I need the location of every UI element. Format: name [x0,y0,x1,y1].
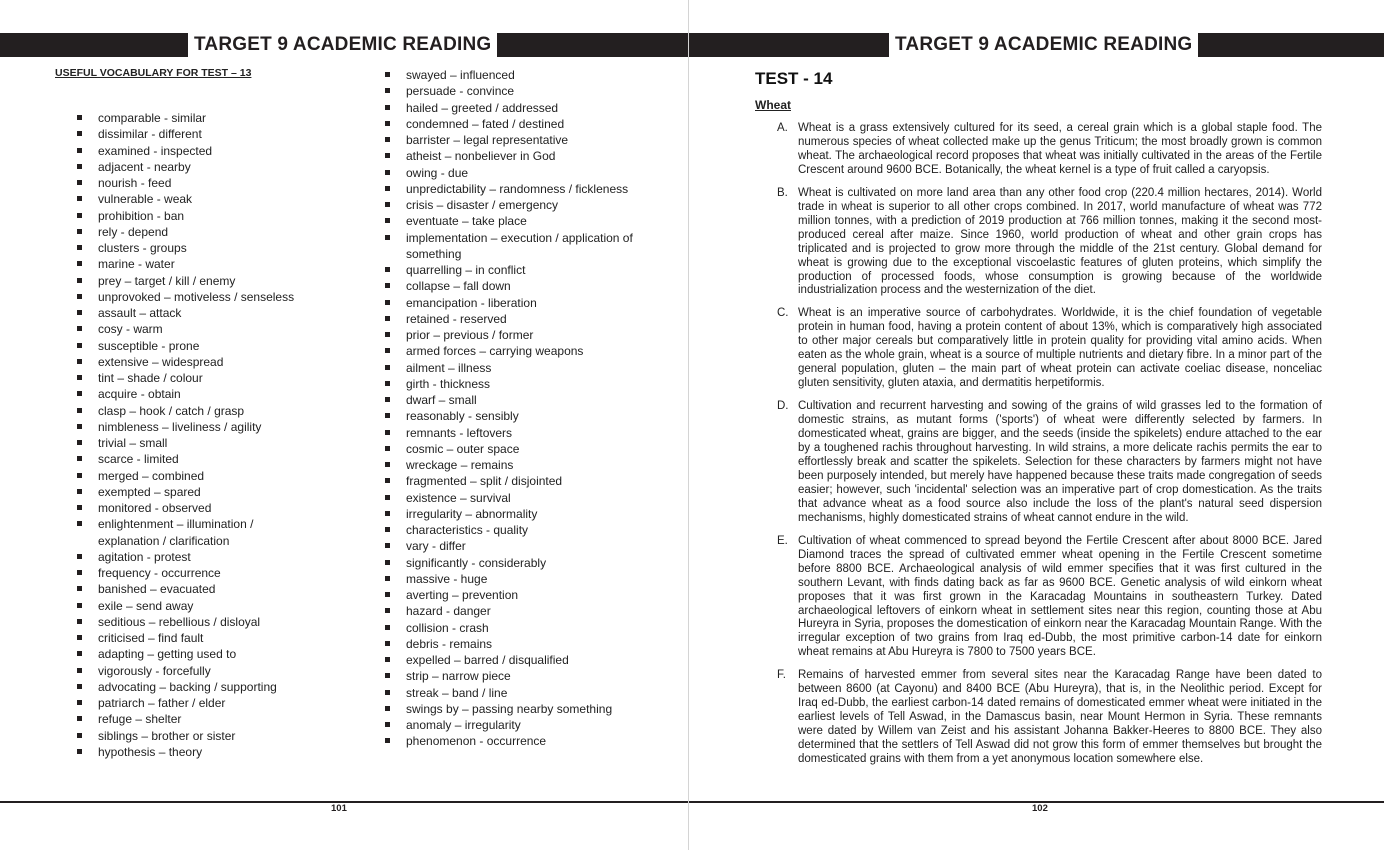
vocab-item: rely - depend [76,224,311,240]
vocab-item: implementation – execution / application of something [384,230,644,263]
vocab-item: adapting – getting used to [76,646,311,662]
paragraph-text: Wheat is an imperative source of carbohydrates. Worldwide, it is the chief foundation of vegetable protein in human food, having a protein content of about 13%, which is comparatively high associated to other major cereals but comparatively little in protein quality for providing vital amino acids. When eaten as the whole grain, wheat is a source of multiple nutrients and dietary fibre. In a minor part of the general population, gluten – the main part of wheat protein can activate coeliac disease, nonceliac gluten sensitivity, gluten ataxia, and dermatitis herpetiformis. [798,307,1322,390]
passage-paragraphs [777,122,1322,776]
vocab-item: frequency - occurrence [76,565,311,581]
left-page [0,0,688,850]
vocab-item: persuade - convince [384,83,644,99]
vocab-item: wreckage – remains [384,457,644,473]
vocab-item: dissimilar - different [76,126,311,142]
vocab-item: scarce - limited [76,451,311,467]
vocab-item: unpredictability – randomness / fickleness [384,181,644,197]
paragraph-label: D. [777,400,789,413]
vocab-item: banished – evacuated [76,581,311,597]
vocab-item: fragmented – split / disjointed [384,473,644,489]
vocab-item: clasp – hook / catch / grasp [76,403,311,419]
right-page [689,0,1384,850]
vocab-item: advocating – backing / supporting [76,679,311,695]
vocab-item: collapse – fall down [384,278,644,294]
vocab-item: streak – band / line [384,685,644,701]
vocab-item: nourish - feed [76,175,311,191]
vocab-item: armed forces – carrying weapons [384,343,644,359]
vocab-heading: USEFUL VOCABULARY FOR TEST – 13 [55,67,252,79]
page-number-left: 101 [331,803,347,814]
header-title-right: TARGET 9 ACADEMIC READING [889,33,1198,57]
vocab-item: strip – narrow piece [384,668,644,684]
vocab-item: merged – combined [76,468,311,484]
page-number-right: 102 [1032,803,1048,814]
paragraph [777,400,1322,526]
vocab-item: eventuate – take place [384,213,644,229]
vocab-item: averting – prevention [384,587,644,603]
vocab-item: enlightenment – illumination / explanation / clarification [76,516,311,549]
vocab-item: prohibition - ban [76,208,311,224]
vocab-item: significantly - considerably [384,555,644,571]
vocab-item: remnants - leftovers [384,425,644,441]
paragraph [777,187,1322,299]
vocab-item: expelled – barred / disqualified [384,652,644,668]
vocab-item: seditious – rebellious / disloyal [76,614,311,630]
paragraph-label: E. [777,534,788,547]
paragraph-text: Remains of harvested emmer from several sites near the Karacadag Range have been dated to between 8600 (at Cayonu) and 8400 BCE (Abu Hureyra), that is, in the Neolithic period. Except for Iraq ed-Dubb, the earliest carbon-14 dated remains of domesticated emmer wheat were initiated in the earliest levels of Tell Aswad, in the Damascus basin, near Mount Hermon in Syria. These remnants were dated by Willem van Zeist and his assistant Johanna Bakker-Heeres to 8800 BCE. They also determined that the settlers of Tell Aswad did not grow this form of emmer themselves but brought the domesticated grains with them from a yet anonymous location somewhere else. [798,669,1322,766]
vocab-item: ailment – illness [384,360,644,376]
header-title-left: TARGET 9 ACADEMIC READING [188,33,497,57]
vocab-item: marine - water [76,256,311,272]
vocab-item: exile – send away [76,598,311,614]
vocab-item: adjacent - nearby [76,159,311,175]
vocab-item: atheist – nonbeliever in God [384,148,644,164]
paragraph-text: Wheat is cultivated on more land area than any other food crop (220.4 million hectares, 2014). World trade in wheat is superior to all other crops combined. In 2017, world manufacture of wheat was 772 million tonnes, with a prediction of 2019 production at 766 million tonnes, making it the second most-produced cereal after maize. Since 1960, world production of wheat and other grain crops has triplicated and is projected to grow more through the middle of the 21st century. Global demand for wheat is growing due to the exceptional viscoelastic features of gluten proteins, which simplify the production of processed foods, whose consumption is growing because of the worldwide industrialization process and the westernization of the diet. [798,186,1322,297]
vocab-item: retained - reserved [384,311,644,327]
vocab-item: unprovoked – motiveless / senseless [76,289,311,305]
paragraph-label: F. [777,669,786,682]
paragraph-label: B. [777,186,788,199]
vocab-item: tint – shade / colour [76,370,311,386]
vocab-item: hypothesis – theory [76,744,311,760]
vocab-item: crisis – disaster / emergency [384,197,644,213]
vocab-item: prior – previous / former [384,327,644,343]
vocab-item: irregularity – abnormality [384,506,644,522]
vocab-item: nimbleness – liveliness / agility [76,419,311,435]
vocab-item: reasonably - sensibly [384,408,644,424]
vocab-item: vulnerable - weak [76,191,311,207]
vocab-item: assault – attack [76,305,311,321]
vocab-item: emancipation - liberation [384,295,644,311]
vocab-item: owing - due [384,165,644,181]
vocab-item: agitation - protest [76,549,311,565]
vocab-item: phenomenon - occurrence [384,733,644,749]
paragraph [777,122,1322,178]
vocab-item: examined - inspected [76,143,311,159]
vocab-item: vigorously - forcefully [76,663,311,679]
vocab-item: characteristics - quality [384,522,644,538]
paragraph-text: Cultivation of wheat commenced to spread beyond the Fertile Crescent after about 8000 BCE. Jared Diamond traces the spread of cultivated emmer wheat opening in the Fertile Crescent sometime before 8800 BCE. Archaeological analysis of wild emmer specifies that it was first cultured in the southern Levant, with finds dating back as far as 9600 BCE. Genetic analysis of wild einkorn wheat proposes that it was first grown in the Karacadag Mountains in southeastern Turkey. Dated archaeological leftovers of einkorn wheat in settlement sites near this region, counting those at Abu Hureyra in Syria, proposes the domestication of einkorn near the Karacadag Mountain Range. With the irregular exception of two grains from Iraq ed-Dubb, the most primitive carbon-14 date for einkorn wheat remains at Abu Hureyra is 7800 to 7500 years BCE. [798,534,1322,659]
paragraph [777,307,1322,391]
vocab-item: barrister – legal representative [384,132,644,148]
vocab-item: prey – target / kill / enemy [76,273,311,289]
vocab-item: acquire - obtain [76,386,311,402]
vocab-item: girth - thickness [384,376,644,392]
vocab-item: patriarch – father / elder [76,695,311,711]
vocab-item: susceptible - prone [76,338,311,354]
vocab-item: cosmic – outer space [384,441,644,457]
vocab-item: hailed – greeted / addressed [384,100,644,116]
vocab-item: debris - remains [384,636,644,652]
vocab-item: existence – survival [384,490,644,506]
paragraph [777,535,1322,661]
vocab-item: refuge – shelter [76,711,311,727]
vocab-item: swayed – influenced [384,67,644,83]
vocab-item: monitored - observed [76,500,311,516]
vocab-list-column-1 [76,110,311,760]
test-title: TEST - 14 [755,69,833,88]
vocab-item: quarrelling – in conflict [384,262,644,278]
paragraph [777,669,1322,767]
vocab-item: dwarf – small [384,392,644,408]
vocab-item: hazard - danger [384,603,644,619]
paragraph-text: Cultivation and recurrent harvesting and sowing of the grains of wild grasses led to the formation of domestic strains, as mutant forms ('sports') of wheat were differently selected by farmers. In domesticated wheat, grains are bigger, and the seeds (inside the spikelets) endure attached to the ear by a toughened rachis throughout harvesting. In wild strains, a more delicate rachis permits the ear to effortlessly break and scatter the spikelets. Selection for these characters by farmers might not have been purposely intended, but merely have happened because these traits made congregation of seeds easier; however, such 'incidental' selection was an imperative part of crop domestication. As the traits that advance wheat as a food source also include the loss of the plant's natural seed dispersion mechanisms, highly domesticated strains of wheat cannot endure in the wild. [798,400,1322,524]
vocab-item: cosy - warm [76,321,311,337]
vocab-item: condemned – fated / destined [384,116,644,132]
vocab-item: massive - huge [384,571,644,587]
vocab-item: collision - crash [384,620,644,636]
paragraph-text: Wheat is a grass extensively cultured for its seed, a cereal grain which is a global staple food. The numerous species of wheat collected make up the genus Triticum; the most broadly grown is common wheat. The archaeological record proposes that wheat was initially cultivated in the areas of the Fertile Crescent around 9600 BCE. Botanically, the wheat kernel is a type of fruit called a caryopsis. [798,122,1322,176]
vocab-item: extensive – widespread [76,354,311,370]
vocab-item: siblings – brother or sister [76,728,311,744]
paragraph-label: A. [777,122,788,134]
passage-title: Wheat [755,98,791,112]
vocab-item: comparable - similar [76,110,311,126]
vocab-item: criticised – find fault [76,630,311,646]
vocab-item: vary - differ [384,538,644,554]
vocab-item: anomaly – irregularity [384,717,644,733]
vocab-item: swings by – passing nearby something [384,701,644,717]
paragraph-label: C. [777,307,789,320]
vocab-item: clusters - groups [76,240,311,256]
vocab-item: exempted – spared [76,484,311,500]
vocab-list-column-2 [384,67,644,750]
vocab-item: trivial – small [76,435,311,451]
